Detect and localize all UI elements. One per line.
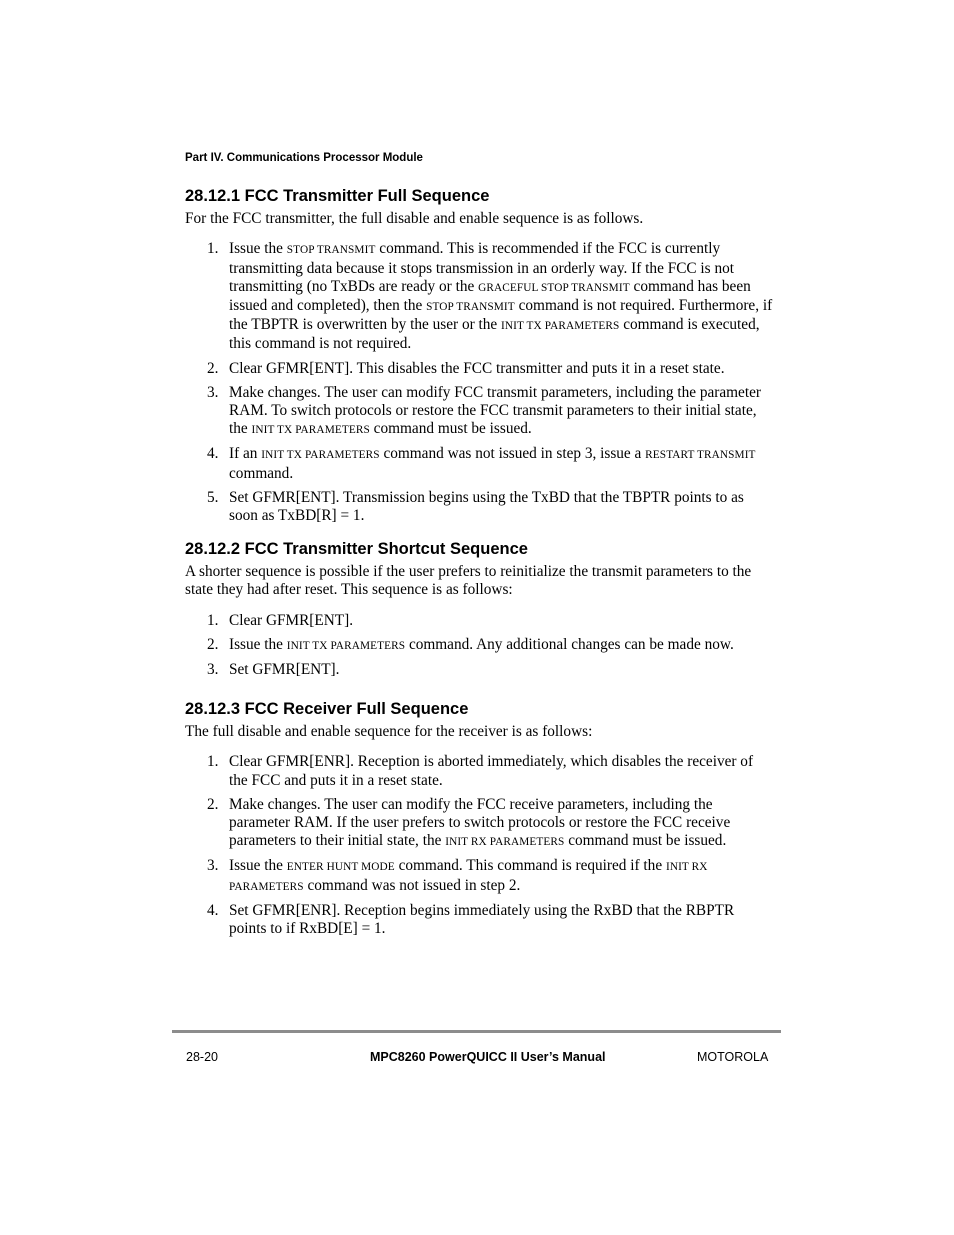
step-number: 4.: [207, 445, 219, 463]
company-name: MOTOROLA: [697, 1050, 769, 1064]
section-intro: For the FCC transmitter, the full disable and enable sequence is as follows.: [185, 210, 644, 227]
section-intro: A shorter sequence is possible if the user prefers to reinitialize the transmit parameters to the state they had after reset. This sequence is as follows:: [185, 563, 752, 599]
list-item: [185, 636, 775, 655]
step-text: Set GFMR[ENR]. Reception begins immediately using the RxBD that the RBPTR points to if RxBD[E] = 1.: [229, 901, 735, 938]
list-item: [185, 612, 775, 630]
step-text: command must be issued.: [369, 420, 532, 438]
list-item: [185, 661, 775, 679]
section-heading: 28.12.1 FCC Transmitter Full Sequence: [185, 187, 490, 205]
command-name: INIT RX PARAMETERS: [445, 836, 565, 849]
step-text: If an: [229, 445, 262, 463]
list-item: [185, 857, 775, 895]
running-head: Part IV. Communications Processor Module: [185, 152, 423, 164]
manual-title: MPC8260 PowerQUICC II User’s Manual: [370, 1050, 606, 1064]
command-name: INIT TX PARAMETERS: [261, 449, 380, 462]
step-text: command is executed, this command is not required.: [229, 316, 760, 353]
footer-rule: [172, 1030, 781, 1033]
step-text: command was not issued in step 2.: [303, 876, 521, 894]
command-name: INIT TX PARAMETERS: [251, 424, 370, 437]
step-text: command has been issued and completed), then the: [229, 277, 751, 315]
step-text: Set GFMR[ENT]. Transmission begins using the TxBD that the TBPTR points to as soon as TxBD[R] = 1.: [229, 488, 744, 525]
step-number: 2.: [207, 359, 219, 377]
step-number: 3.: [207, 661, 219, 679]
step-text: Issue the: [229, 636, 287, 654]
step-text: command is not required. Furthermore, if the TBPTR is overwritten by the user or the: [229, 297, 773, 334]
step-number: 2.: [207, 795, 219, 813]
command-name: ENTER HUNT MODE: [286, 861, 395, 874]
step-text: Make changes. The user can modify the FCC receive parameters, including the parameter RAM. If the user prefers to switch protocols or restore the FCC receive parameters to their initial state, the: [229, 795, 731, 850]
command-name: GRACEFUL STOP TRANSMIT: [478, 281, 630, 294]
step-text: command. This is recommended if the FCC is currently transmitting data because it stops transmission in an orderly way. If the FCC is not transmitting (no TxBDs are ready or the: [229, 240, 735, 295]
section-transmitter-full: [185, 186, 775, 531]
step-text: Make changes. The user can modify FCC transmit parameters, including the parameter RAM. To switch protocols or restore the FCC transmit parameters to their initial state, the: [229, 383, 761, 438]
section-transmitter-shortcut: [185, 539, 775, 685]
command-name: STOP TRANSMIT: [286, 244, 376, 257]
list-item: [185, 902, 775, 938]
step-text: Issue the: [229, 857, 287, 875]
step-text: Clear GFMR[ENT]. This disables the FCC transmitter and puts it in a reset state.: [229, 359, 725, 377]
step-number: 3.: [207, 857, 219, 875]
step-text: Clear GFMR[ENT].: [229, 611, 354, 629]
list-item: [185, 360, 775, 378]
page-number: 28-20: [186, 1050, 218, 1064]
step-list: [185, 753, 775, 938]
step-number: 1.: [207, 240, 219, 258]
step-text: command. This command is required if the: [394, 857, 666, 875]
step-list: [185, 240, 775, 525]
list-item: [185, 445, 775, 482]
command-name: INIT RX PARAMETERS: [229, 861, 708, 893]
step-text: Issue the: [229, 240, 287, 258]
step-text: Set GFMR[ENT].: [229, 661, 340, 679]
step-text: Clear GFMR[ENR]. Reception is aborted immediately, which disables the receiver of the FCC and puts it in a reset state.: [229, 753, 754, 789]
list-item: [185, 240, 775, 353]
command-name: INIT TX PARAMETERS: [286, 640, 406, 653]
step-number: 1.: [207, 753, 219, 771]
step-text: command.: [229, 464, 294, 482]
step-number: 2.: [207, 636, 219, 654]
section-receiver-full: [185, 699, 775, 944]
step-text: command was not issued in step 3, issue a: [379, 445, 646, 463]
step-list: [185, 612, 775, 680]
section-intro: The full disable and enable sequence for the receiver is as follows:: [185, 723, 593, 740]
list-item: [185, 753, 775, 789]
list-item: [185, 796, 775, 852]
section-heading: 28.12.2 FCC Transmitter Shortcut Sequence: [185, 540, 528, 558]
list-item: [185, 489, 775, 525]
section-heading: 28.12.3 FCC Receiver Full Sequence: [185, 700, 469, 718]
command-name: STOP TRANSMIT: [426, 301, 515, 314]
list-item: [185, 384, 775, 440]
step-number: 3.: [207, 383, 219, 401]
step-number: 1.: [207, 611, 219, 629]
command-name: INIT TX PARAMETERS: [501, 320, 620, 333]
step-number: 5.: [207, 488, 219, 506]
step-number: 4.: [207, 901, 219, 919]
command-name: RESTART TRANSMIT: [645, 449, 756, 462]
step-text: command. Any additional changes can be made now.: [405, 636, 734, 654]
step-text: command must be issued.: [564, 832, 727, 850]
